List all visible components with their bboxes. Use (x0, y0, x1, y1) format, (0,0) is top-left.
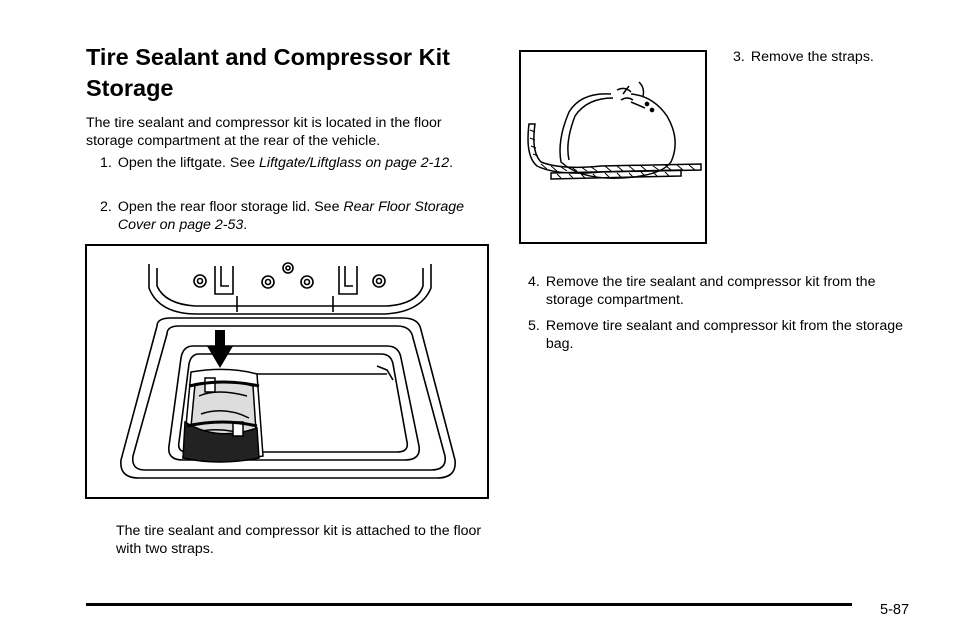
step-2 (100, 198, 486, 234)
step-number: 5. (528, 318, 540, 334)
cross-reference-link[interactable]: Liftgate/Liftglass on page 2-12 (259, 155, 450, 171)
step-text: Remove the tire sealant and compressor kit from the storage compartment. (545, 274, 876, 308)
storage-compartment-illustration (85, 244, 489, 499)
step-4 (528, 273, 918, 309)
down-arrow-icon (207, 330, 233, 368)
page-title: Tire Sealant and Compressor Kit Storage (86, 44, 450, 101)
step-text: Open the liftgate. See Liftgate/Liftglass on page 2-12. (117, 155, 454, 171)
step-text: Remove the straps. (750, 49, 874, 65)
step-number: 1. (100, 155, 112, 171)
figure-caption: The tire sealant and compressor kit is attached to the floor with two straps. (116, 523, 482, 557)
cross-reference-link[interactable]: Rear Floor Storage Cover on page 2-53 (117, 199, 465, 233)
step-1 (100, 154, 486, 172)
step-number: 2. (100, 199, 112, 215)
step-number: 3. (733, 49, 745, 65)
step-3 (733, 48, 913, 66)
step-text: Remove tire sealant and compressor kit from the storage bag. (545, 318, 904, 352)
step-number: 4. (528, 274, 540, 290)
step-text: Open the rear floor storage lid. See Rear Floor Storage Cover on page 2-53. (117, 199, 465, 233)
intro-paragraph: The tire sealant and compressor kit is located in the floor storage compartment at the rear of the vehicle. (86, 115, 442, 149)
footer-divider (86, 603, 852, 606)
page-number: 5-87 (880, 602, 910, 618)
step-5 (528, 317, 918, 353)
straps-illustration (519, 50, 707, 244)
storage-compartment-drawing (87, 246, 487, 497)
straps-drawing (521, 52, 705, 242)
